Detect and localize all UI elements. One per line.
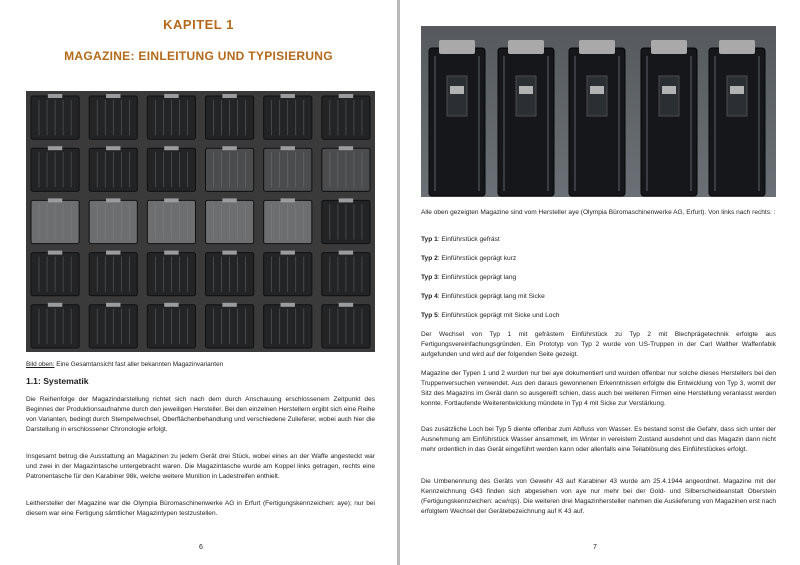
type-item [421,274,516,281]
type-description: : Einführstück gefräst [437,236,500,243]
magazine-grid-photo [26,91,375,352]
magazine-icon [147,146,195,191]
magazine-icon [206,198,254,243]
magazine-icon [147,198,195,243]
magazine-icon [89,198,137,243]
magazine-icon [206,251,254,296]
page-number: 7 [593,544,597,551]
type-label: Typ 3 [421,274,438,281]
magazine-types-photo [421,26,776,197]
type-label: Typ 1 [421,236,438,243]
magazine-icon [89,146,137,191]
caption-label: Bild oben: [26,361,55,368]
type-description: : Einführstück geprägt lang [437,274,517,281]
paragraph: Der Wechsel von Typ 1 mit gefrästem Einführstück zu Typ 2 mit Blechprägetechnik erfolgte aus Fertigungsvereinfachungsgründen. Ein Prototyp von Typ 2 wurde von US-Truppen in der Carl Walther Waffenfabik aufgefunden und wird auf der folgenden Seite gezeigt. [421,331,776,358]
intro-paragraph: Alle oben gezeigten Magazine sind vom Hersteller aye (Olympia Büromaschinenwerke AG, Erfurt). Von links nach rechts: : [421,209,776,216]
magazine-icon [89,251,137,296]
chapter-title: KAPITEL 1 [163,17,234,32]
caption-text: Eine Gesamtansicht fast aller bekannten Magazinvarianten [54,361,224,368]
type-item [421,293,545,300]
magazine-icon [264,146,312,191]
magazine-icon [31,251,79,296]
magazine-icon [709,40,765,196]
paragraph: Leithersteller der Magazine war die Olympia Büromaschinenwerke AG in Erfurt (Fertigungskennzeichen: aye); nur bei diesem war eine Fertigung sämtlicher Magazintypen testzustellen. [26,500,375,517]
magazine-icon [498,40,554,196]
magazine-icon [89,303,137,348]
type-description: : Einführstück geprägt lang mit Sicke [437,293,545,300]
photo-caption [26,361,223,368]
magazine-icon [206,303,254,348]
type-item [421,255,516,262]
type-label: Typ 4 [421,293,438,300]
magazine-icon [89,94,137,139]
magazine-icon [322,94,370,139]
magazine-icon [206,94,254,139]
magazine-icon [31,146,79,191]
magazine-icon [322,251,370,296]
magazine-icon [264,251,312,296]
paragraph: Die Umbenennung des Geräts von Gewehr 43 auf Karabiner 43 wurde am 25.4.1944 angeordnet. Magazine mit der Kennzeichnung G43 finden sich abgesehen von aye nur mehr bei der Gold- und Silberscheideanstalt Oberstein (Fertigungskennzeichen: acw/rqs). Die weiteren drei Magazinhersteller nahmen die Ausiieferung von Magazinen erst nach erfolgtem Wechsel der Gerätebezeichnung auf K 43 auf. [421,478,776,515]
magazine-types-image [421,26,776,197]
magazine-icon [641,40,697,196]
type-label: Typ 2 [421,255,438,262]
magazine-icon [322,146,370,191]
type-item [421,236,500,243]
type-item [421,312,559,319]
magazine-icon [31,198,79,243]
magazine-icon [322,303,370,348]
page-number: 6 [199,544,203,551]
right-page [400,0,800,565]
paragraph: Die Reihenfolge der Magazindarstellung richtet sich nach dem durch Anschauung erschlossenem Zeitpunkt des Beginnes der Produktionsaufnahme durch den jeweiligen Hersteller. Bei den einzelnen Herstellern ergibt sich eine Reihe von Varianten, bedingt durch Stempelwechsel, Oberflächenbehandlung und verschiedene Zulieferer, wobei auch hier die Darstellung in erschlossener Chronologie erfolgt. [26,396,376,433]
magazine-icon [31,94,79,139]
magazine-icon [264,198,312,243]
magazine-icon [31,303,79,348]
magazine-icon [147,94,195,139]
magazine-icon [569,40,625,196]
magazine-icon [206,146,254,191]
magazine-icon [264,303,312,348]
magazine-icon [147,251,195,296]
magazine-icon [147,303,195,348]
type-description: : Einführstück geprägt mit Sicke und Loch [437,312,560,319]
section-heading: 1.1: Systematik [26,376,89,386]
magazine-icon [264,94,312,139]
magazine-icon [322,198,370,243]
type-description: : Einführstück geprägt kurz [437,255,517,262]
magazine-icon [429,40,485,196]
left-page [0,0,397,565]
paragraph: Das zusätzliche Loch bei Typ 5 diente offenbar zum Abfluss von Wasser. Es bestand sonst die Gefahr, dass sich unter der Ausnehmung am Einführstück Wasser ansammelt, im Winter in vereistem Zustand ausdehnt und das Magazin dann nicht mehr ordentlich in das Gerät eingeführt werden kann oder allenfalls eine Teilablösung des Einführstückes erfolgt. [421,426,776,453]
paragraph: Insgesamt betrug die Ausstattung an Magazinen zu jedem Gerät drei Stück, wobei eines an der Waffe angesteckt war und zwei in der Magazintasche untergebracht waren. Die Magazintasche wurde am Koppel links getragen, rechts eine Patronentasche für den Karabiner 98k, welche weitere Munition in Ladestreifen enthielt. [26,453,375,480]
paragraph: Magazine der Typen 1 und 2 wurden nur bei aye dokumentiert und wurden offenbar nur solche dieses Herstellers bei den Truppenversuchen verwendet. Aus den daraus gewonnenen Erkenntnissen erfolgte die Entwicklung von Typ 3, womit der Sitz des Magazins im Gerät dann so ausgereift schien, dass auch bei weiteren Firmen eine Herstellung veranlasst werden konnte. Fortlaufende Weiterentwicklung mündete in Typ 4 mit Sicke zur Verstärkung. [421,370,776,407]
type-label: Typ 5 [421,312,438,319]
magazine-grid-image [26,91,375,352]
chapter-subtitle: MAGAZINE: EINLEITUNG UND TYPISIERUNG [64,49,333,63]
